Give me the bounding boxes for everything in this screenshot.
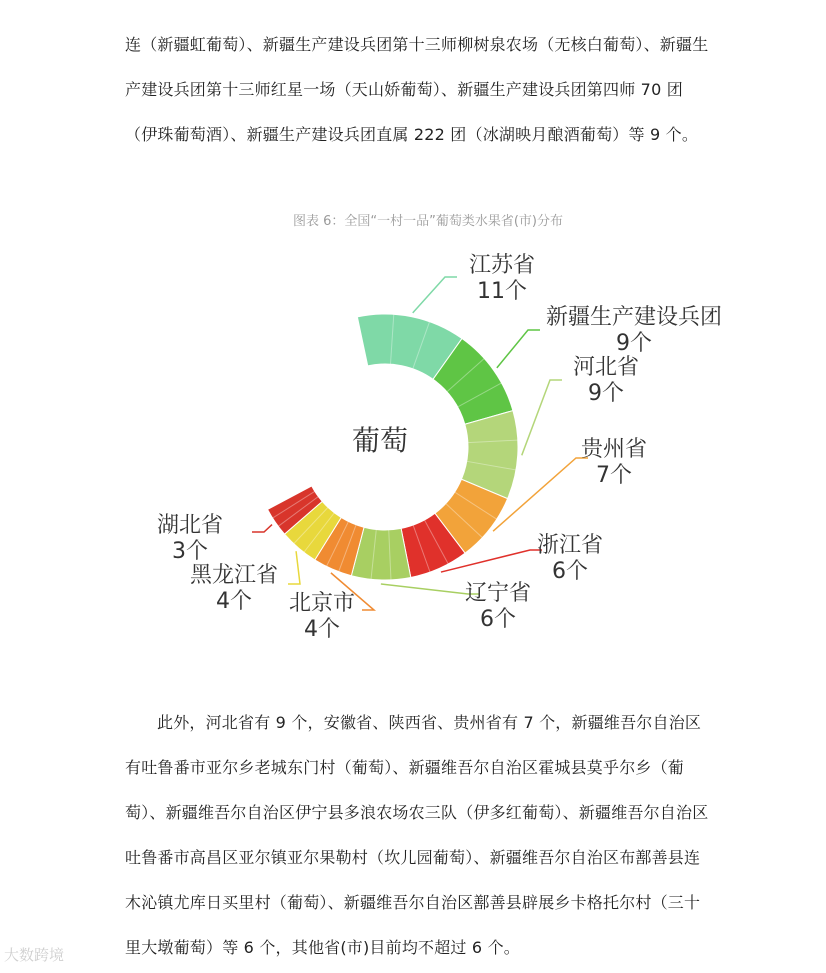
slice-label-count: 11个 bbox=[477, 279, 527, 304]
slice-label-count: 6个 bbox=[552, 559, 588, 584]
slice-label-count: 3个 bbox=[172, 539, 208, 564]
slice-labels bbox=[157, 253, 722, 642]
slice-label-count: 6个 bbox=[480, 607, 516, 632]
slice-label-name: 贵州省 bbox=[580, 437, 648, 462]
slice-label-name: 黑龙江省 bbox=[189, 563, 279, 588]
paragraph-bottom-text: 此外，河北省有 9 个，安徽省、陕西省、贵州省有 7 个，新疆维吾尔自治区有吐鲁番市亚尔乡老城东门村（葡萄）、新疆维吾尔自治区霍城县莫乎尔乡（葡萄）、新疆维吾尔自治区伊宁县多浪农场农三队（伊多红葡萄）、新疆维吾尔自治区吐鲁番市高昌区亚尔镇亚尔果勒村（坎儿园葡萄）、新疆维吾尔自治区布鄯善县连木沁镇尤库日买里村（葡萄）、新疆维吾尔自治区鄯善县辟展乡卡格托尔村（三十里大墩葡萄）等 6 个，其他省(市)目前均不超过 6 个。 bbox=[125, 713, 709, 957]
paragraph-top: 连（新疆虹葡萄）、新疆生产建设兵团第十三师柳树泉农场（无核白葡萄）、新疆生产建设兵团第十三师红星一场（天山娇葡萄）、新疆生产建设兵团第四师 70 团（伊珠葡萄酒）、新疆生产建设兵团直属 222 团（冰湖映月酿酒葡萄）等 9 个。 bbox=[125, 35, 709, 144]
slice-label-name: 江苏省 bbox=[468, 253, 536, 278]
leader-line-2 bbox=[522, 380, 562, 455]
slice-label-count: 4个 bbox=[304, 617, 340, 642]
slice-label-name: 新疆生产建设兵团 bbox=[545, 305, 723, 330]
slice-label-name: 浙江省 bbox=[536, 533, 604, 558]
slice-label-name: 北京市 bbox=[288, 591, 356, 616]
paragraph-bottom bbox=[125, 700, 710, 970]
slice-label-name: 辽宁省 bbox=[464, 581, 532, 606]
leader-line-7 bbox=[288, 551, 300, 584]
leader-line-0 bbox=[413, 277, 457, 313]
center-label: 葡萄 bbox=[351, 424, 409, 457]
chart-title: 图表 6：全国“一村一品”葡萄类水果省(市)分布 bbox=[292, 214, 564, 229]
slice-label-count: 7个 bbox=[596, 463, 632, 488]
watermark: 大数跨境 bbox=[4, 946, 65, 964]
slice-label-name: 湖北省 bbox=[156, 513, 224, 538]
slice-label-count: 9个 bbox=[588, 381, 624, 406]
donut-chart bbox=[0, 232, 826, 672]
slice-label-name: 河北省 bbox=[572, 355, 640, 380]
slice-label-count: 4个 bbox=[216, 589, 252, 614]
slice-label-count: 9个 bbox=[616, 331, 652, 356]
leader-line-8 bbox=[252, 525, 272, 532]
leader-line-1 bbox=[497, 330, 540, 368]
